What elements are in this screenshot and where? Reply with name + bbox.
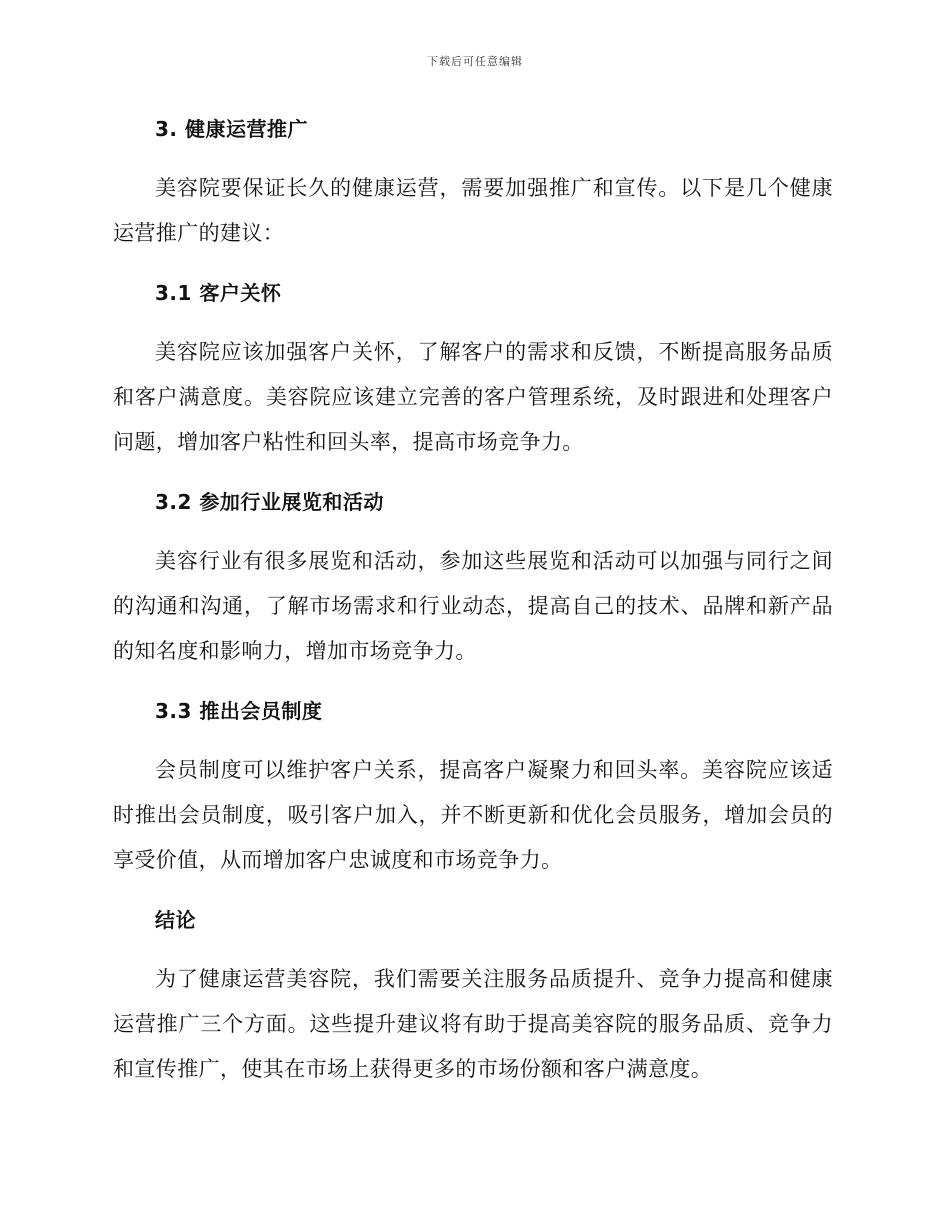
- header-note: 下载后可任意编辑: [427, 55, 523, 68]
- section-heading-3-3: 3.3 推出会员制度: [155, 699, 323, 723]
- section-paragraph-3: 美容院要保证长久的健康运营，需要加强推广和宣传。以下是几个健康运营推广的建议：: [113, 176, 833, 245]
- conclusion-heading: 结论: [155, 908, 196, 932]
- section-paragraph-3-1: 美容院应该加强客户关怀，了解客户的需求和反馈，不断提高服务品质和客户满意度。美容院应该建立完善的客户管理系统，及时跟进和处理客户问题，增加客户粘性和回头率，提高市场竞争力。: [113, 340, 833, 454]
- section-heading-3-2: 3.2 参加行业展览和活动: [155, 490, 384, 514]
- section-heading-3-1: 3.1 客户关怀: [155, 281, 282, 305]
- conclusion-paragraph: 为了健康运营美容院，我们需要关注服务品质提升、竞争力提高和健康运营推广三个方面。这些提升建议将有助于提高美容院的服务品质、竞争力和宣传推广，使其在市场上获得更多的市场份额和客户满意度。: [113, 967, 833, 1081]
- section-heading-3: 3. 健康运营推广: [155, 117, 308, 141]
- section-paragraph-3-2: 美容行业有很多展览和活动，参加这些展览和活动可以加强与同行之间的沟通和沟通，了解市场需求和行业动态，提高自己的技术、品牌和新产品的知名度和影响力，增加市场竞争力。: [113, 549, 833, 663]
- section-paragraph-3-3: 会员制度可以维护客户关系，提高客户凝聚力和回头率。美容院应该适时推出会员制度，吸引客户加入，并不断更新和优化会员服务，增加会员的享受价值，从而增加客户忠诚度和市场竞争力。: [113, 758, 833, 872]
- document-body: [113, 108, 833, 1108]
